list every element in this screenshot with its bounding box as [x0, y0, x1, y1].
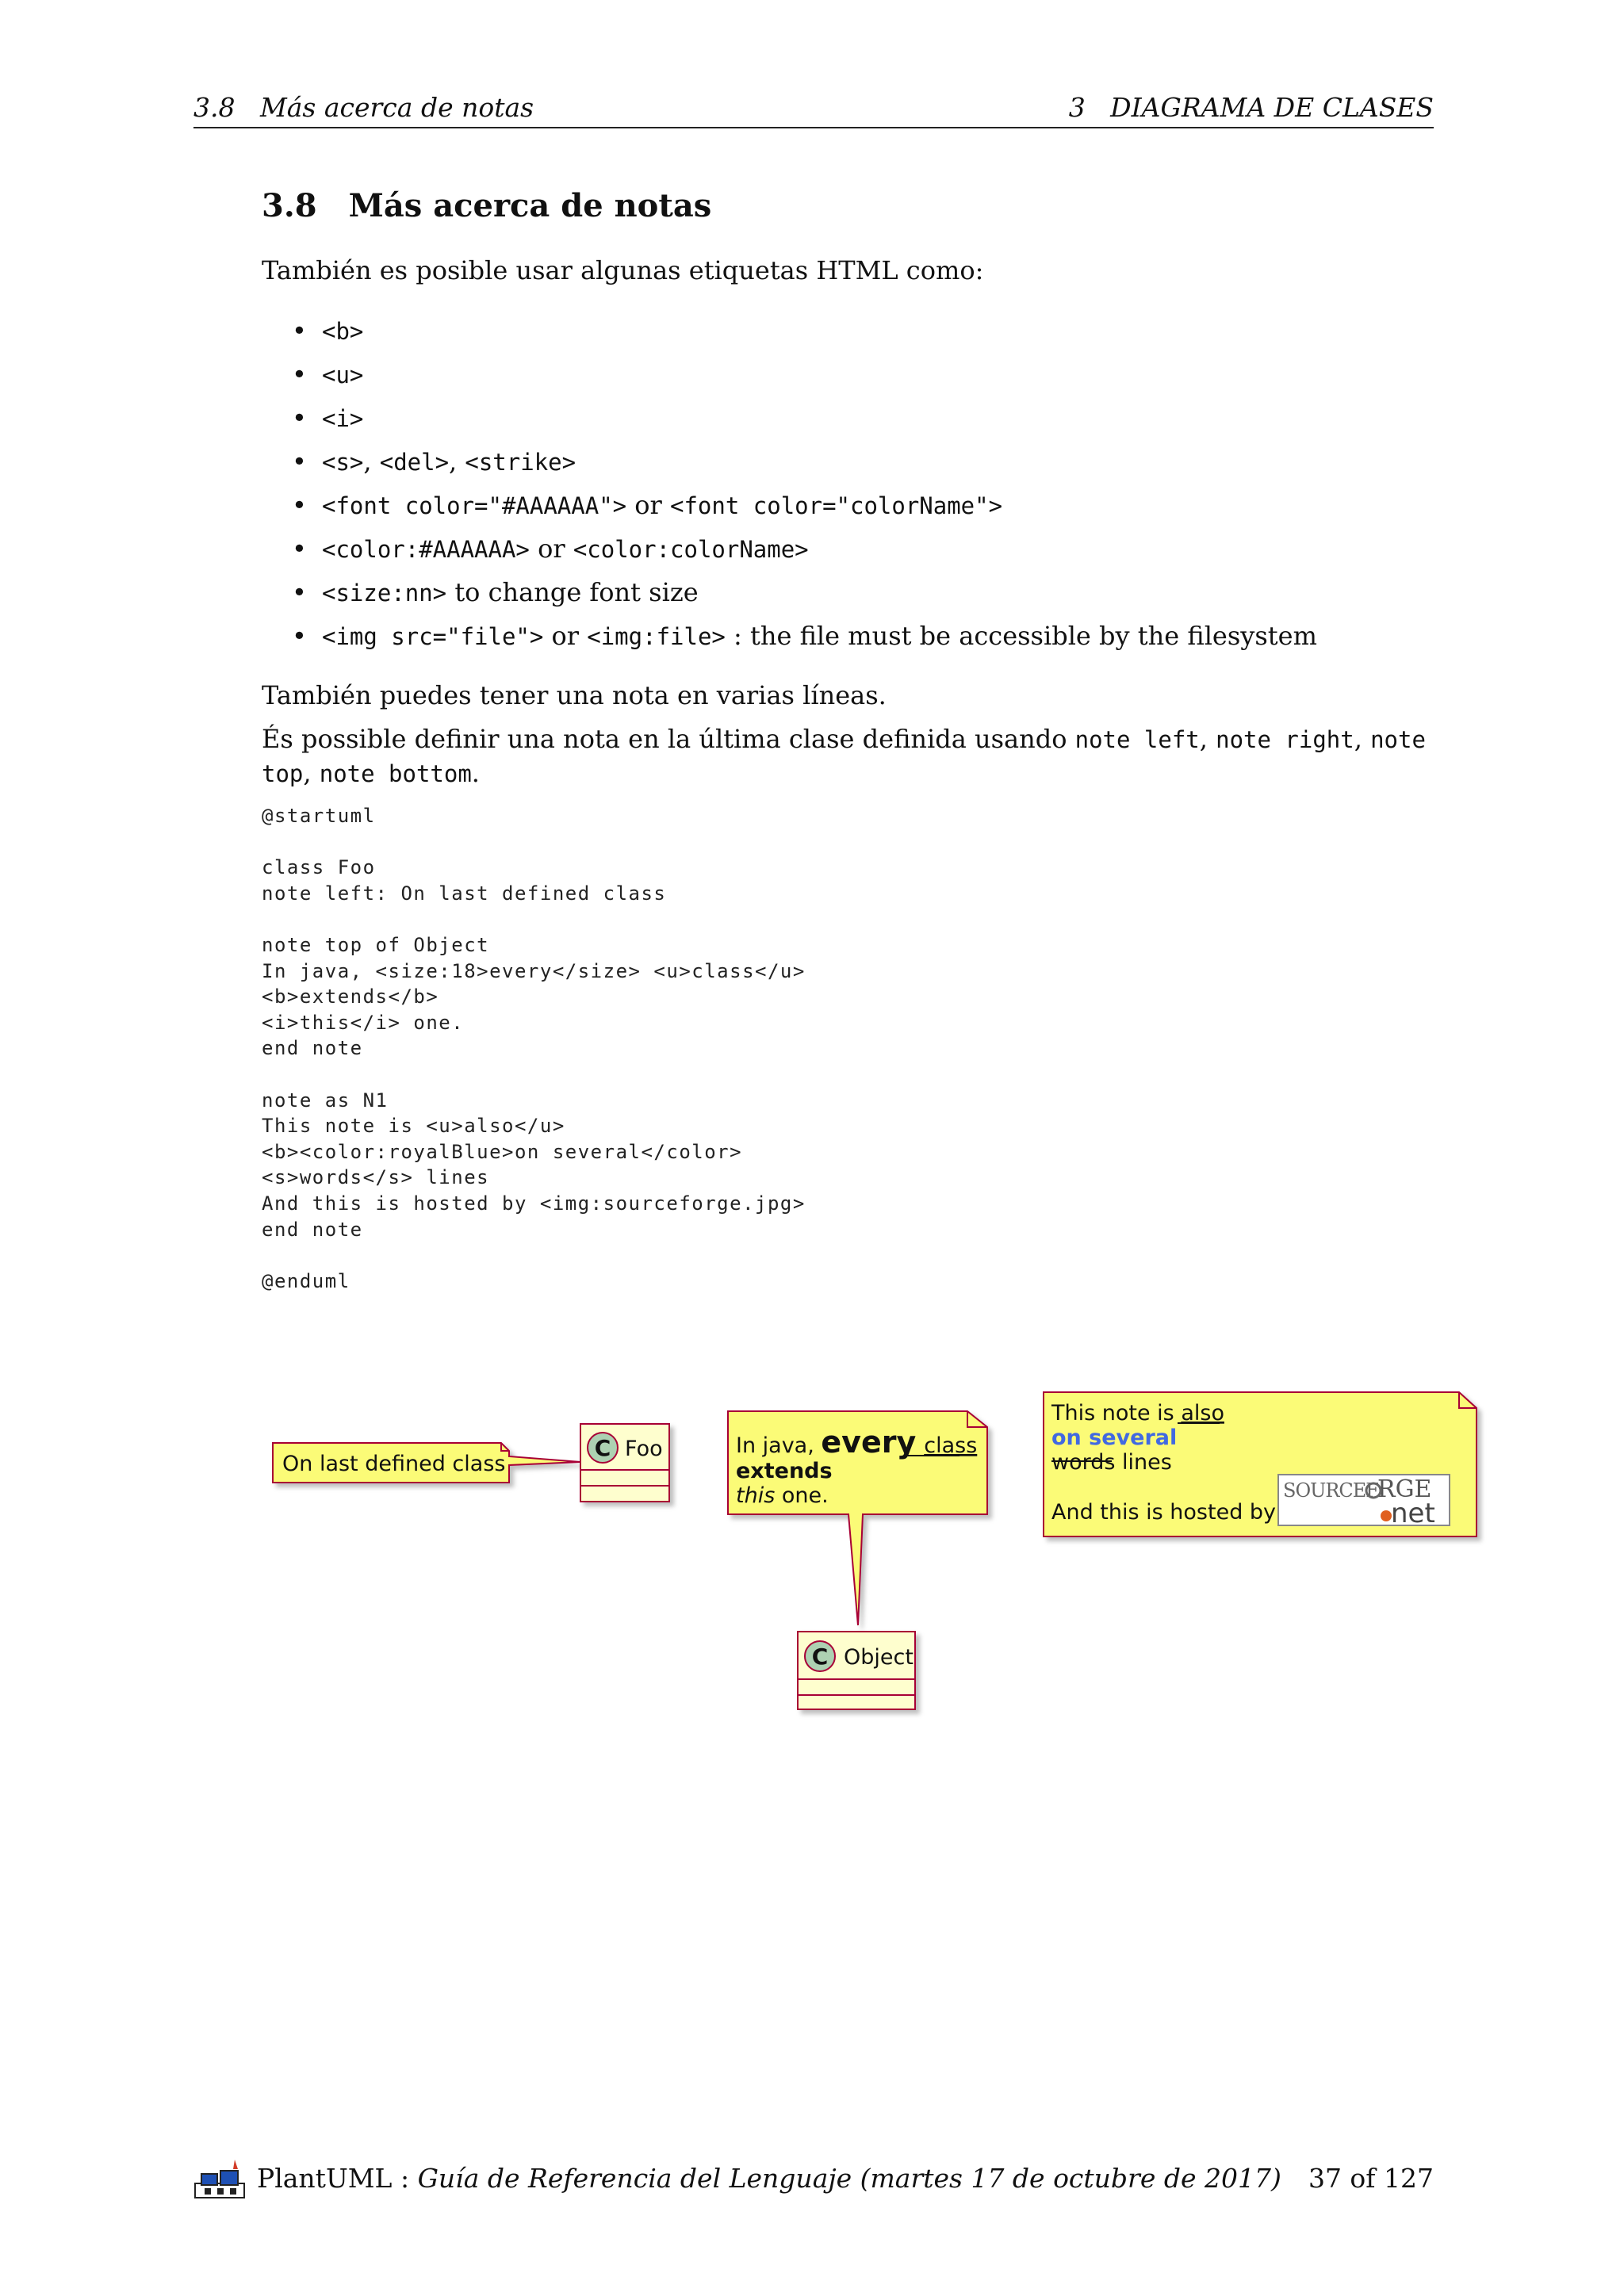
page-footer	[193, 2156, 1434, 2201]
svg-text:And this is hosted by: And this is hosted by	[1051, 1500, 1277, 1525]
class-icon-letter: C	[811, 1644, 829, 1670]
plantuml-logo-icon	[193, 2156, 247, 2201]
list-item: • <i>	[262, 403, 1317, 446]
list-item: • <u>	[262, 359, 1317, 403]
svg-text:RGE: RGE	[1377, 1475, 1432, 1503]
svg-text:net: net	[1391, 1498, 1435, 1529]
note-left-text: On last defined class	[282, 1452, 506, 1476]
sourceforge-logo	[1278, 1475, 1450, 1529]
svg-text:words lines: words lines	[1051, 1450, 1172, 1475]
svg-text:this one.: this one.	[736, 1483, 829, 1508]
section-title-text: Más acerca de notas	[348, 187, 712, 224]
note-top	[728, 1411, 987, 1625]
section-title	[262, 187, 711, 224]
svg-text:This note is also: This note is also	[1051, 1401, 1224, 1425]
class-object	[798, 1632, 915, 1709]
header-left: 3.8 Más acerca de notas	[193, 92, 534, 123]
running-header	[193, 89, 1434, 128]
intro-paragraph: También es posible usar algunas etiquetas HTML como:	[262, 255, 984, 285]
define-paragraph: És possible definir una nota en la última clase definida usando note left, note right, note top, note bottom.	[262, 724, 1426, 788]
class-icon-letter: C	[594, 1435, 611, 1461]
uml-diagram	[254, 1364, 1491, 1736]
note-n1	[1044, 1392, 1477, 1536]
code-block: @startuml class Foo note left: On last defined class note top of Object In java, <size:18>every</size> <u>class</u> <b>extends</b> <i>this</i> one. end note note as N1 This note is <u>also</u> <b><color:royalBlue>on several</color> <s>words</s> lines And this is hosted by <img:sourceforge.jpg> end note @enduml	[262, 805, 806, 1292]
svg-text:on several: on several	[1051, 1425, 1178, 1450]
class-object-name: Object	[844, 1645, 914, 1670]
page-number: 37 of 127	[1308, 2163, 1434, 2194]
note-left	[273, 1443, 580, 1483]
multiline-paragraph: También puedes tener una nota en varias líneas.	[262, 680, 887, 710]
list-item: • <font color="#AAAAAA"> or <font color="colorName">	[262, 490, 1317, 534]
class-foo	[580, 1424, 669, 1502]
list-item: • <img src="file"> or <img:file> : the file must be accessible by the filesystem	[262, 621, 1317, 664]
header-right: 3 DIAGRAMA DE CLASES	[1068, 92, 1434, 123]
svg-text:In java, everyclass: In java, every class	[736, 1425, 978, 1460]
section-number: 3.8	[262, 187, 317, 224]
footer-text: PlantUML : Guía de Referencia del Lenguaje (martes 17 de octubre de 2017)	[257, 2163, 1281, 2194]
class-foo-name: Foo	[625, 1437, 663, 1461]
html-tags-list	[262, 316, 1317, 664]
list-item: • <color:#AAAAAA> or <color:colorName>	[262, 534, 1317, 577]
list-item: • <size:nn> to change font size	[262, 577, 1317, 621]
svg-text:SOURCEF: SOURCEF	[1283, 1479, 1378, 1502]
list-item: • <s>, <del>, <strike>	[262, 446, 1317, 490]
list-item: • <b>	[262, 316, 1317, 359]
svg-text:extends: extends	[736, 1459, 833, 1483]
